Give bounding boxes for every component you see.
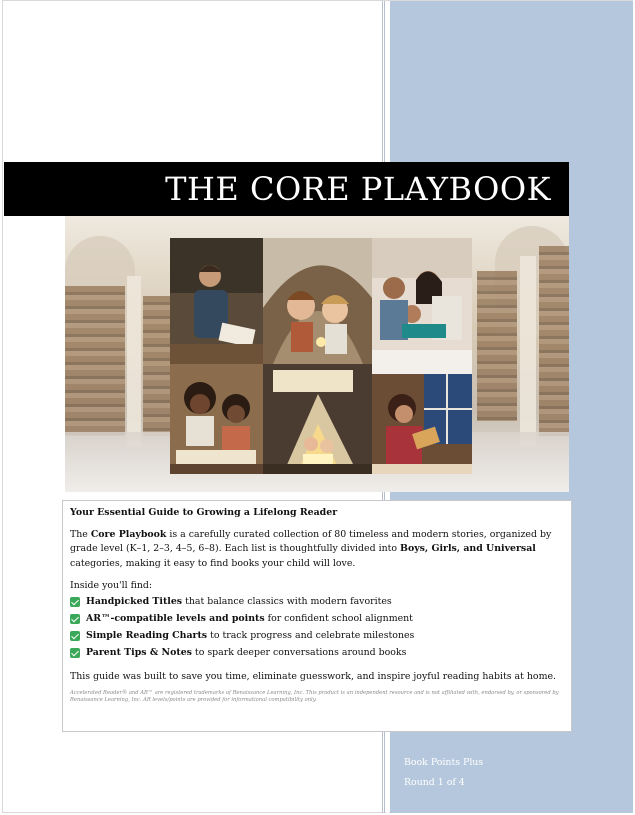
check-icon [70,648,80,658]
list-item-text: for confident school alignment [264,612,413,624]
closing-paragraph: This guide was built to save you time, eliminate guesswork, and inspire joyful reading habits at home. [70,670,556,682]
guide-text-box [62,500,572,732]
brand-name: Book Points Plus [404,757,484,768]
intro-text: categories, making it easy to find books your child will love. [70,557,356,569]
library-shelf [477,271,517,421]
library-shelf [539,246,569,436]
photo-fort-kids [263,238,372,364]
intro-text: The [70,528,91,540]
library-shelf [143,296,171,436]
list-item [70,645,564,662]
list-item-bold: Simple Reading Charts [86,629,208,641]
list-item [70,611,564,628]
photo-tent-kids [263,364,372,474]
library-column [127,276,141,446]
photo-boy-reading [170,238,263,364]
list-item-bold: Handpicked Titles [86,595,183,607]
photo-girls-reading [170,364,263,474]
library-shelf [65,286,125,436]
list-item-bold: AR™-compatible levels and points [86,612,265,624]
check-icon [70,614,80,624]
intro-bold: Core Playbook [90,528,167,540]
list-item [70,628,564,645]
round-label: Round 1 of 4 [404,777,465,788]
inside-label: Inside you'll find: [70,580,153,591]
check-icon [70,597,80,607]
list-item-text: to spark deeper conversations around books [191,646,407,658]
intro-text: is a carefully curated collection of 80 timeless and modern stories, organized by grade level (K–1, 2–3, 4–5, 6–8). Each list is thoughtfully divided into [70,528,552,554]
page-title: THE CORE PLAYBOOK [165,170,551,208]
library-column [520,256,536,446]
intro-paragraph [70,528,564,572]
list-item-bold: Parent Tips & Notes [86,646,192,658]
photo-family-reading [372,238,472,374]
check-icon [70,631,80,641]
photo-girl-window [372,374,472,474]
hero-collage [65,216,569,492]
guide-heading: Your Essential Guide to Growing a Lifelong Reader [70,507,338,518]
list-item-text: to track progress and celebrate milestones [207,629,415,641]
list-item [70,594,564,611]
intro-bold: Boys, Girls, and Universal [400,543,536,554]
list-item-text: that balance classics with modern favorites [182,595,392,607]
title-bar [4,162,569,216]
trademark-disclaimer: Accelerated Reader® and AR™ are registered trademarks of Renaissance Learning, Inc. This product is an independent resource and is not affiliated with, endorsed by, or sponsored by Renaissance Learning, Inc. AR levels/points are provided for informational compatibility only. [70,690,559,703]
